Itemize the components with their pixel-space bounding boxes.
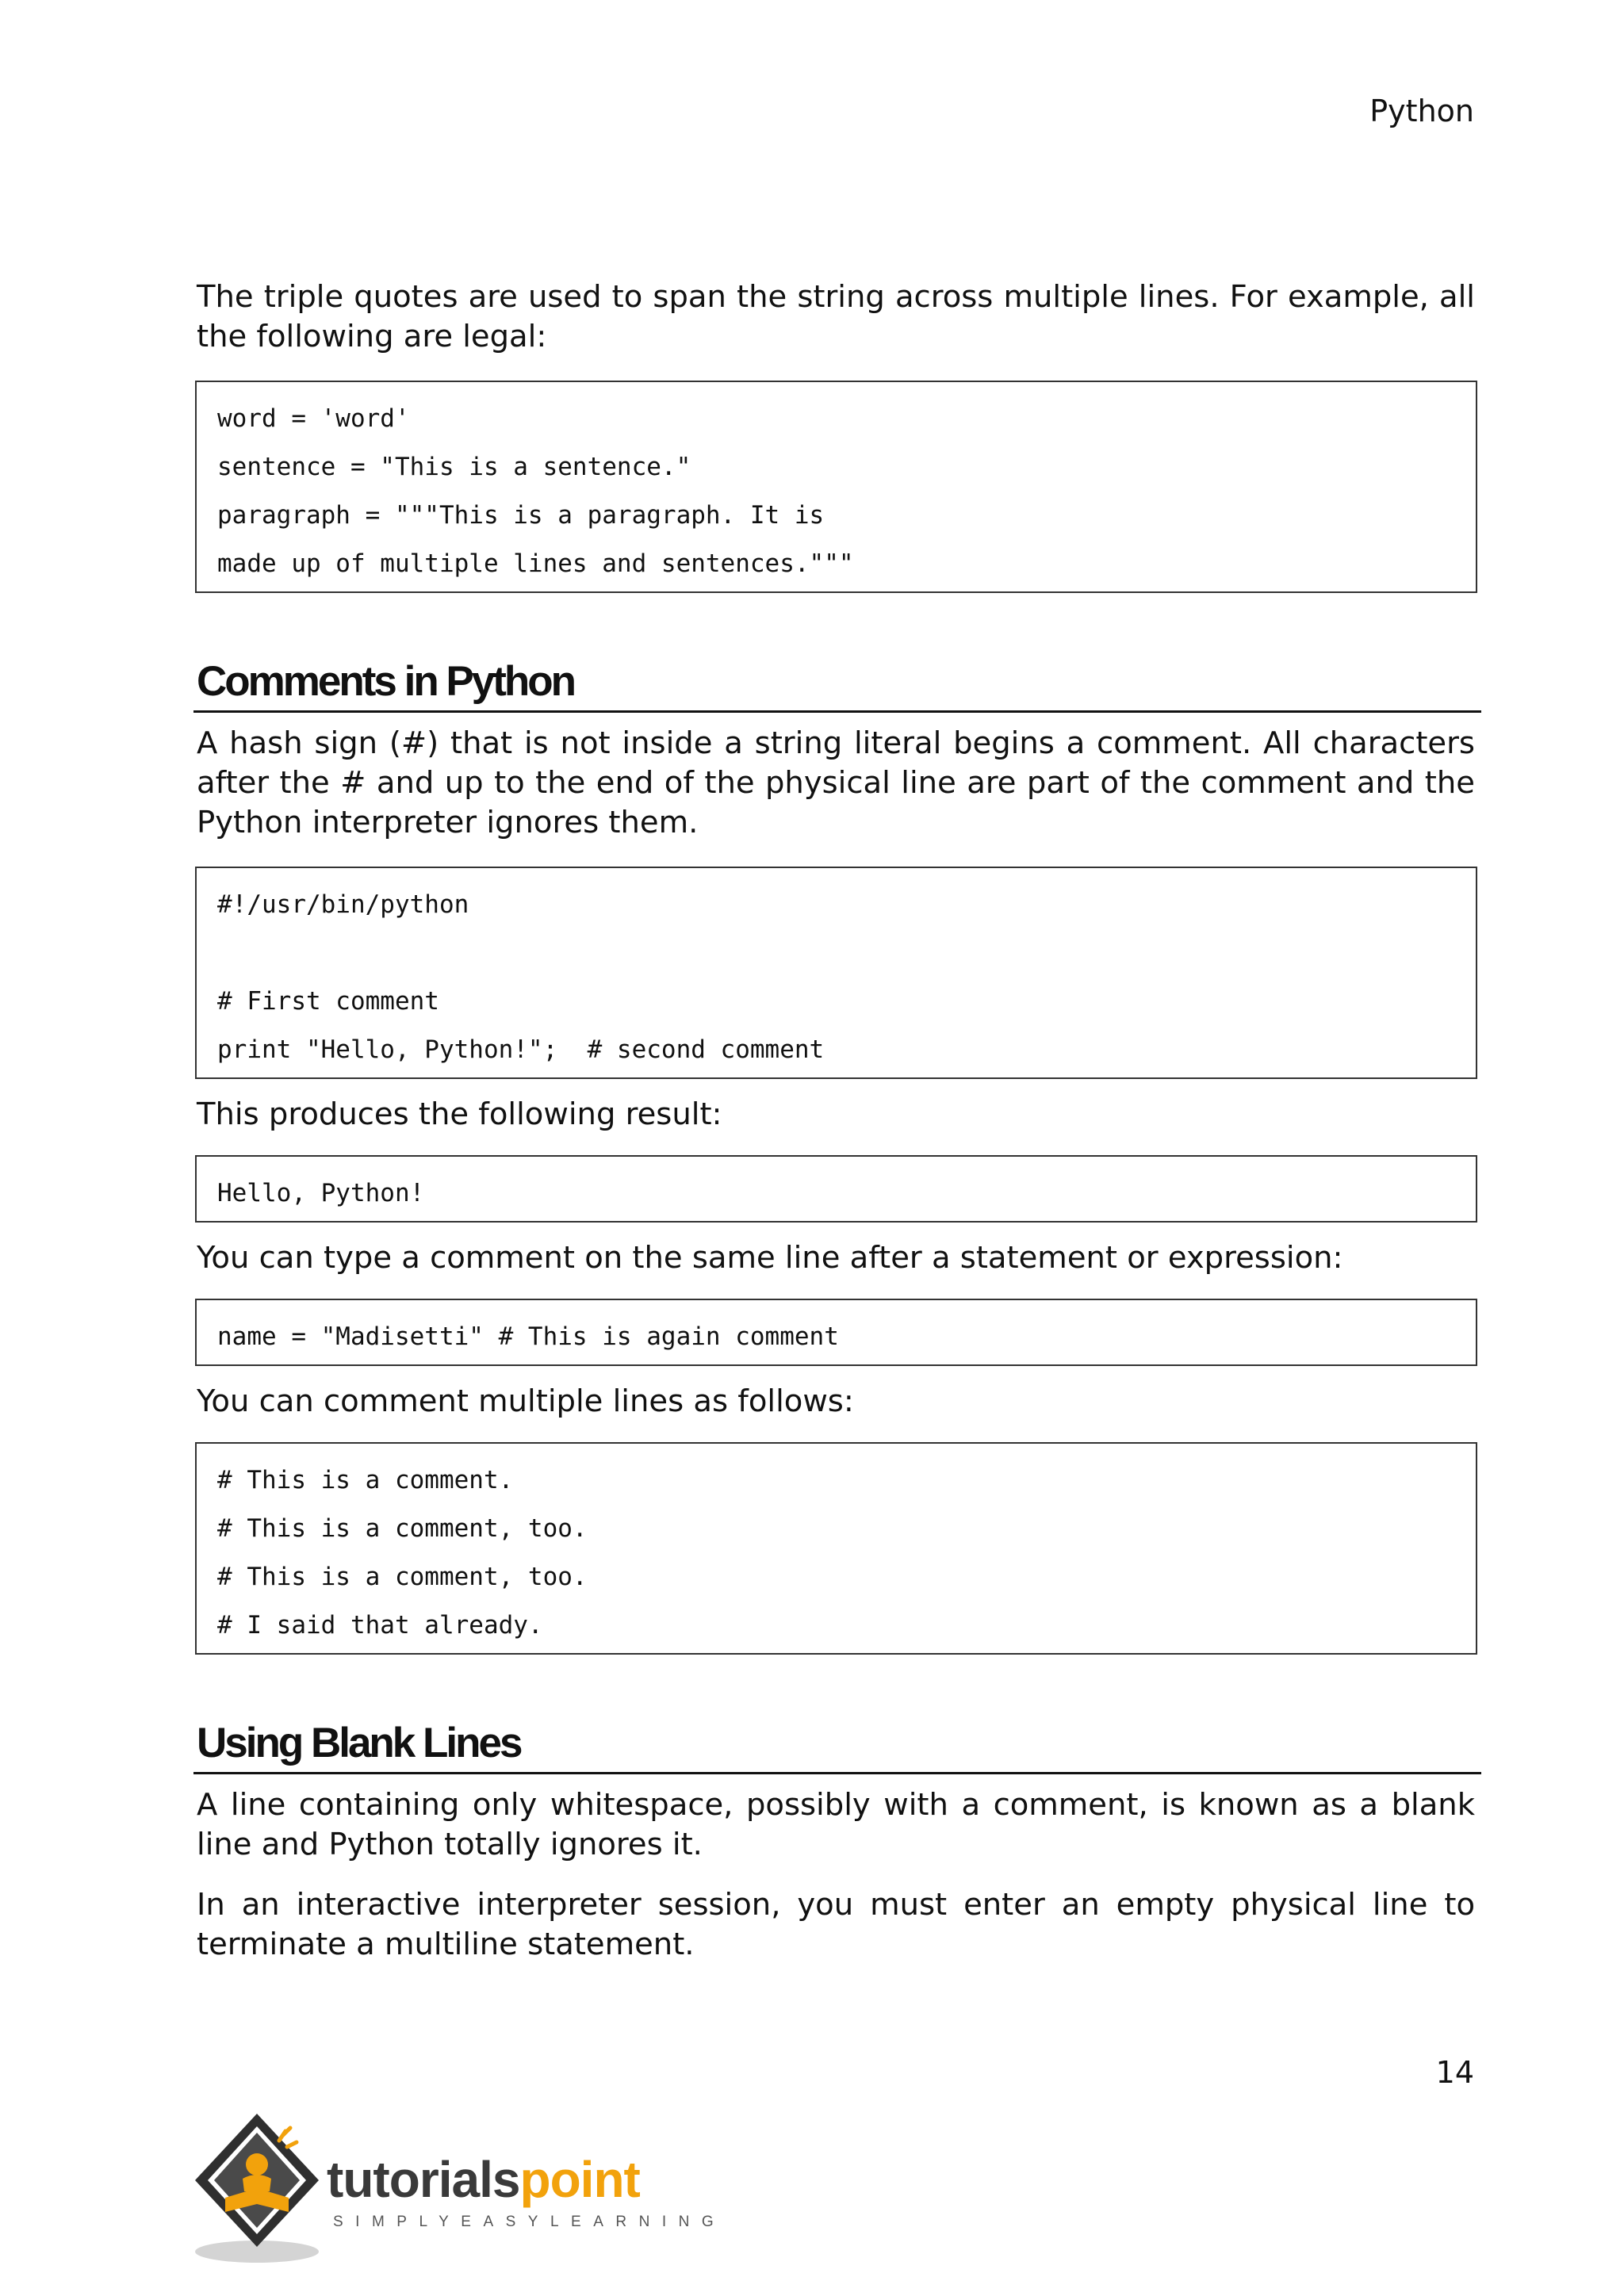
blank-lines-paragraph-2: In an interactive interpreter session, you must enter an empty physical line to terminate a multiline statement. xyxy=(197,1887,1475,1962)
section-heading-blank-lines: Using Blank Lines xyxy=(193,1718,1481,1774)
logo-tagline: SIMPLYEASYLEARNING xyxy=(333,2214,726,2230)
result-intro-paragraph: This produces the following result: xyxy=(197,1096,722,1132)
running-header: Python xyxy=(1369,94,1474,128)
code-block-same-line xyxy=(195,1299,1477,1366)
code-line: # This is a comment, too. xyxy=(217,1563,588,1591)
code-line: name = "Madisetti" # This is again comment xyxy=(217,1322,839,1351)
code-line: # First comment xyxy=(217,987,439,1016)
page-number: 14 xyxy=(1435,2055,1474,2090)
logo-wordmark: tutorialspoint xyxy=(327,2151,640,2208)
code-line: Hello, Python! xyxy=(217,1179,425,1207)
multiline-comment-paragraph: You can comment multiple lines as follows: xyxy=(197,1383,854,1419)
code-line: # This is a comment, too. xyxy=(217,1514,588,1543)
footer-logo xyxy=(193,2109,726,2267)
code-line: #!/usr/bin/python xyxy=(217,890,469,919)
section-heading-comments: Comments in Python xyxy=(193,656,1481,713)
code-block-comments xyxy=(195,867,1477,1079)
intro-paragraph: The triple quotes are used to span the string across multiple lines. For example, all the following are legal: xyxy=(197,279,1475,354)
code-line: word = 'word' xyxy=(217,404,410,433)
code-block-result xyxy=(195,1155,1477,1223)
code-block-multiline xyxy=(195,1442,1477,1655)
page-content xyxy=(197,277,1475,1965)
comments-paragraph: A hash sign (#) that is not inside a string literal begins a comment. All characters after the # and up to the end of the physical line are part of the comment and the Python interpreter ignores them. xyxy=(197,725,1475,840)
code-line xyxy=(217,929,1455,978)
code-line: paragraph = """This is a paragraph. It is xyxy=(217,501,825,530)
code-block-strings xyxy=(195,381,1477,593)
code-line: print "Hello, Python!"; # second comment xyxy=(217,1035,825,1064)
tutorialspoint-logo-icon xyxy=(193,2109,336,2267)
same-line-comment-paragraph: You can type a comment on the same line after a statement or expression: xyxy=(197,1240,1343,1276)
code-line: made up of multiple lines and sentences.""" xyxy=(217,549,854,578)
blank-lines-paragraph-1: A line containing only whitespace, possibly with a comment, is known as a blank line and Python totally ignores it. xyxy=(197,1787,1475,1862)
code-line: sentence = "This is a sentence." xyxy=(217,453,691,481)
code-line: # I said that already. xyxy=(217,1611,543,1640)
code-line: # This is a comment. xyxy=(217,1466,514,1494)
